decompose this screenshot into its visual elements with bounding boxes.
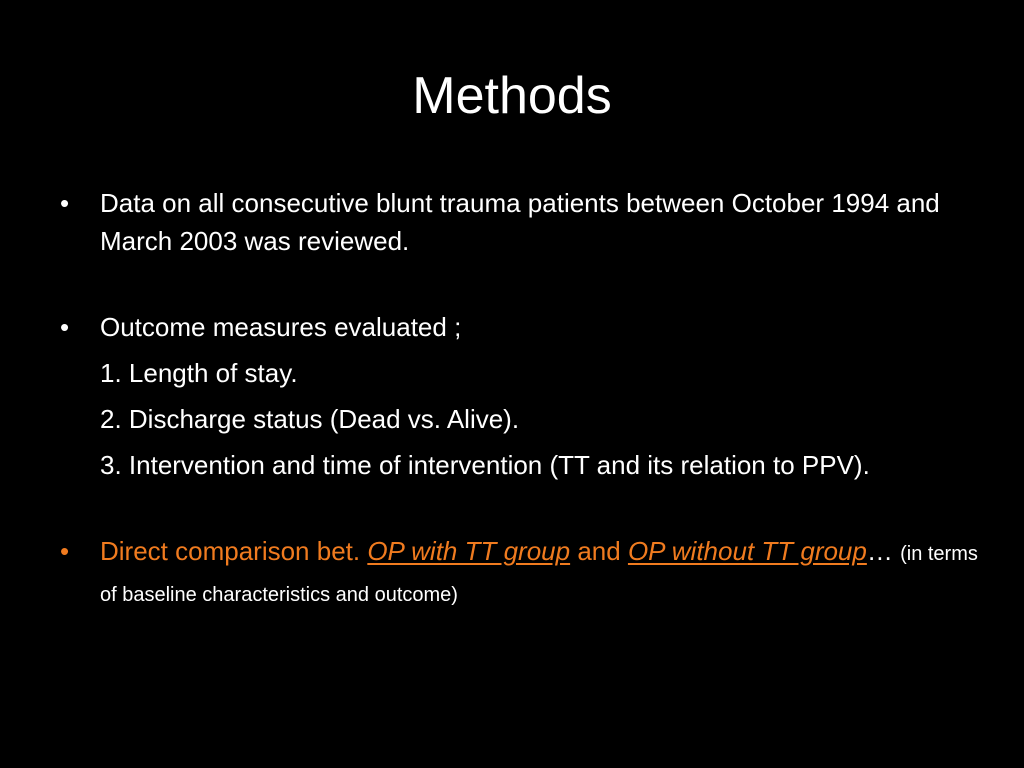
comparison-note: (in terms of baseline characteristics and outcome) [100,543,978,606]
bullet-direct-comparison [60,532,980,614]
bullet-text: Data on all consecutive blunt trauma patients between October 1994 and March 2003 was reviewed. [100,188,940,256]
slide-body [60,184,980,614]
outcome-item-2: 2. Discharge status (Dead vs. Alive). [100,404,520,434]
comparison-middle: and [570,536,628,566]
bullet-marker: • [60,536,70,566]
op-with-tt-group-link[interactable]: OP with TT group [367,536,571,566]
comparison-prefix: Direct comparison bet. [100,536,368,566]
bullet-marker: • [60,188,70,218]
bullet-outcome-measures [60,308,980,346]
outcome-item-1: 1. Length of stay. [100,358,298,388]
slide-title: Methods [412,67,612,125]
outcome-item-3: 3. Intervention and time of intervention (TT and its relation to PPV). [100,450,870,480]
op-without-tt-group-link[interactable]: OP without TT group [627,536,867,566]
bullet-data-review [60,184,980,260]
bullet-marker: • [60,312,70,342]
bullet-text: Outcome measures evaluated ; [100,312,462,342]
comparison-ellipsis: … [866,536,901,566]
